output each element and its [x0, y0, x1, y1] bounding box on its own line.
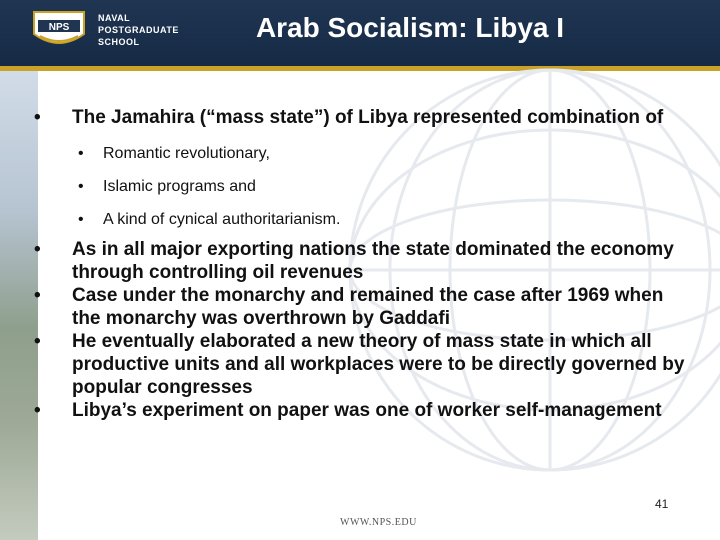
bullet-text: Libya’s experiment on paper was one of worker self-management: [72, 400, 662, 421]
bullet-item-2: [28, 238, 688, 284]
slide-title: Arab Socialism: Libya I: [255, 12, 565, 43]
bullet-item-3: [28, 284, 688, 330]
bullet-glyph: •: [34, 285, 41, 306]
bullet-item-4: [28, 330, 688, 399]
bullet-glyph: •: [34, 239, 41, 260]
bullet-glyph: •: [34, 331, 41, 352]
bullet-glyph: •: [78, 178, 84, 195]
logo-line-3: SCHOOL: [98, 37, 140, 47]
bullet-text: As in all major exporting nations the state dominated the economy through controlling oil revenues: [72, 239, 674, 283]
logo-badge-text: NPS: [48, 22, 70, 33]
page-number: 41: [655, 497, 669, 511]
sub-bullet-text: Romantic revolutionary,: [103, 145, 270, 162]
sub-bullet-3: [28, 210, 688, 230]
sub-bullet-1: [28, 144, 688, 164]
bullet-glyph: •: [78, 145, 84, 162]
bullet-text: Case under the monarchy and remained the case after 1969 when the monarchy was overthrown by Gaddafi: [72, 285, 664, 329]
header-band: [0, 0, 720, 66]
bullet-item-1: [28, 106, 688, 129]
bullet-glyph: •: [34, 107, 41, 128]
bullet-text: The Jamahira (“mass state”) of Libya represented combination of: [72, 107, 664, 128]
bullet-glyph: •: [34, 400, 41, 421]
sub-bullet-2: [28, 177, 688, 197]
sub-bullet-text: Islamic programs and: [103, 178, 256, 195]
bullet-text: He eventually elaborated a new theory of mass state in which all productive units and all workplaces were to be directly governed by popular congresses: [72, 331, 685, 398]
footer-url: WWW.NPS.EDU: [340, 517, 417, 528]
logo-line-2: POSTGRADUATE: [98, 25, 179, 35]
logo-line-1: NAVAL: [98, 13, 131, 23]
sub-bullet-text: A kind of cynical authoritarianism.: [103, 211, 341, 228]
bullet-item-5: [28, 399, 672, 422]
bullet-glyph: •: [78, 211, 84, 228]
slide-body: [28, 106, 688, 422]
